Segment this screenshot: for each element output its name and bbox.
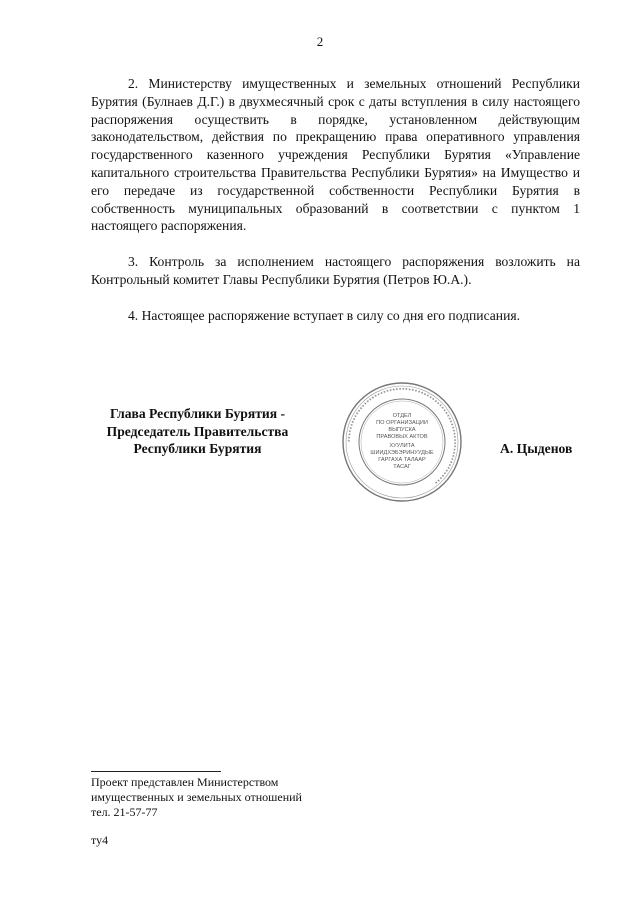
stamp-line: ПО ОРГАНИЗАЦИИ [376, 420, 428, 426]
stamp-line: ВЫПУСКА [388, 427, 416, 433]
footnote [91, 775, 302, 820]
page-number: 2 [316, 34, 324, 49]
signatory-title-line: Глава Республики Бурятия - [109, 406, 285, 421]
footnote-line: Проект представлен Министерством [91, 775, 279, 789]
svg-text:******************************: ******************************************************************* [346, 386, 458, 486]
paragraph-4: 4. Настоящее распоряжение вступает в силу со дня его подписания. [128, 307, 521, 323]
official-seal-stamp [341, 381, 463, 503]
signatory-title-line: Председатель Правительства [106, 423, 289, 439]
stamp-line: ГАРГАХА ТАЛААР [378, 457, 426, 463]
document-body [91, 75, 580, 325]
stamp-line: ХУУЛИТА [389, 443, 415, 449]
stamp-line: ТАСАГ [393, 464, 411, 470]
paragraph-3: 3. Контроль за исполнением настоящего распоряжения возложить на Контрольный комитет Главы Республики Бурятия (Петров Ю.А.). [91, 254, 580, 287]
stamp-line: ОТДЕЛ [392, 413, 412, 419]
executor-code: ту4 [91, 833, 109, 847]
footnote-divider [91, 771, 221, 772]
signatory-title-line: Республики Бурятия [133, 441, 262, 457]
footnote-line: тел. 21-57-77 [91, 805, 158, 819]
stamp-line: ПРАВОВЫХ АКТОВ [376, 434, 428, 440]
signatory-title [90, 405, 305, 458]
paragraph-2: 2. Министерству имущественных и земельных отношений Республики Бурятия (Булнаев Д.Г.) в двухмесячный срок с даты вступления в силу настоящего распоряжения осуществить в порядке, установленном действующим законодательством, действия по прекращению права оперативного управления государственного казенного учреждения Республики Бурятия «Управление капитального строительства Правительства Республики Бурятия» на Имущество и его передаче из государственной собственности Республики Бурятия в собственность муниципальных образований в соответствии с пунктом 1 настоящего распоряжения. [91, 76, 580, 234]
stamp-line: ШИИДХЭБЭРИНУУДЫЕ [370, 450, 434, 456]
signatory-name: А. Цыденов [500, 441, 573, 456]
footnote-line: имущественных и земельных отношений [91, 790, 302, 804]
